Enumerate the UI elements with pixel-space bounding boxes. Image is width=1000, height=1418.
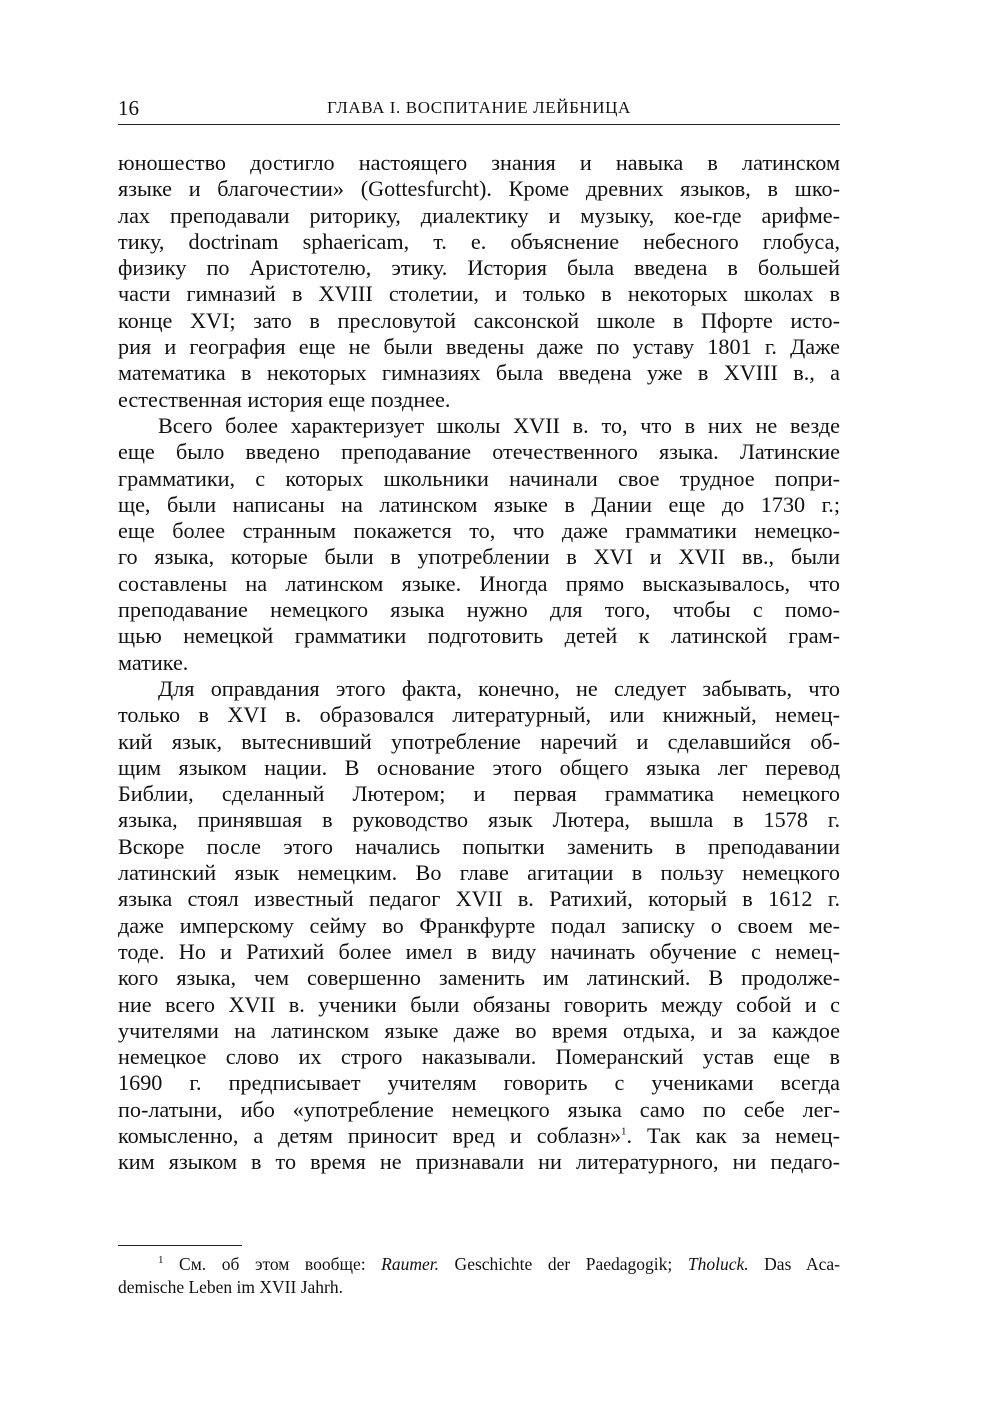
text-line: юношество достигло настоящего знания и навыка в латинском — [118, 150, 840, 175]
text-line: рия и география еще не были введены даже по уставу 1801 г. Даже — [118, 334, 840, 360]
footnote-text: Geschichte der Paedagogik; — [439, 1254, 688, 1274]
text-line: только в XVI в. образовался литературный, или книжный, немец- — [118, 702, 840, 728]
footnote-reference[interactable]: 1 — [621, 1125, 627, 1138]
text-line: 1690 г. предписывает учителям говорить с учениками всегда — [118, 1070, 840, 1096]
text-line: тику, doctrinam sphaericam, т. е. объяснение небесного глобуса, — [118, 228, 840, 254]
text-line: физику по Аристотелю, этику. История была введена в большей — [118, 255, 840, 281]
text-line: математика в некоторых гимназиях была введена уже в XVIII в., а — [118, 360, 840, 386]
text-line: тоде. Но и Ратихий более имел в виду начинать обучение с немец- — [118, 938, 840, 964]
text-line: Для оправдания этого факта, конечно, не следует забывать, что — [158, 675, 840, 701]
text-line: Всего более характеризует школы XVII в. то, что в них не везде — [158, 412, 840, 438]
footnote-marker: 1 — [158, 1254, 164, 1267]
text-line: языка стоял известный педагог XVII в. Ратихий, который в 1612 г. — [118, 886, 840, 912]
footnote-author: Raumer. — [381, 1254, 439, 1274]
text-line: щим языком нации. В основание этого общего языка лег перевод — [118, 754, 840, 780]
footnote-line — [118, 1253, 840, 1276]
text-line: щью немецкой грамматики подготовить детей к латинской грам- — [118, 623, 840, 649]
text-line: грамматики, с которых школьники начинали свое трудное попри- — [118, 465, 840, 491]
footnote-text: Das Aca- — [748, 1254, 840, 1274]
text-line: по-латыни, ибо «употребление немецкого языка само по себе лег- — [118, 1096, 840, 1122]
line-text: . Так как за немец- — [626, 1122, 840, 1148]
text-line: даже имперскому сейму во Франкфурте подал записку о своем ме- — [118, 912, 840, 938]
text-line: языке и благочестии» (Gottesfurcht). Кроме древних языков, в шко- — [118, 176, 840, 202]
text-line: естественная история еще позднее. — [118, 386, 451, 412]
text-line: кого языка, чем совершенно заменить им латинский. В продолже- — [118, 965, 840, 991]
text-line: части гимназий в XVIII столетии, и только в некоторых школах в — [118, 281, 840, 307]
text-line: лах преподавали риторику, диалектику и музыку, кое-где арифме- — [118, 202, 840, 228]
page-number: 16 — [118, 96, 139, 120]
text-line: Библии, сделанный Лютером; и первая грамматика немецкого — [118, 781, 840, 807]
text-line: конце XVI; зато в пресловутой саксонской школе в Пфорте исто- — [118, 307, 840, 333]
text-line: Вскоре после этого начались попытки заменить в преподавании — [118, 833, 840, 859]
text-line: еще было введено преподавание отечественного языка. Латинские — [118, 439, 840, 465]
chapter-title: ГЛАВА I. ВОСПИТАНИЕ ЛЕЙБНИЦА — [327, 98, 631, 117]
line-text: комысленно, а детям приносит вред и соблазн» — [118, 1122, 622, 1148]
footnotes — [118, 1253, 840, 1299]
footnote-divider — [118, 1245, 242, 1246]
text-line: кий язык, вытеснивший употребление наречий и сделавшийся об- — [118, 728, 840, 754]
text-line: го языка, которые были в употреблении в XVI и XVII вв., были — [118, 544, 840, 570]
text-line: составлены на латинском языке. Иногда прямо высказывалось, что — [118, 570, 840, 596]
text-line: ким языком в то время не признавали ни литературного, ни педаго- — [118, 1149, 840, 1175]
text-line: преподавание немецкого языка нужно для того, чтобы с помо- — [118, 597, 840, 623]
text-line: ще, были написаны на латинском языке в Дании еще до 1730 г.; — [118, 491, 840, 517]
footnote-line: demische Leben im XVII Jahrh. — [118, 1277, 343, 1297]
footnote-author: Tholuck. — [687, 1254, 749, 1274]
text-line: учителями на латинском языке даже во время отдыха, и за каждое — [118, 1017, 840, 1043]
text-line: латинский язык немецким. Во главе агитации в пользу немецкого — [118, 860, 840, 886]
text-line — [118, 1123, 840, 1149]
running-header — [118, 88, 840, 125]
footnote-text: См. об этом вообще: — [163, 1254, 382, 1274]
text-line: языка, принявшая в руководство язык Лютера, вышла в 1578 г. — [118, 807, 840, 833]
text-line: ние всего XVII в. ученики были обязаны говорить между собой и с — [118, 991, 840, 1017]
main-text — [118, 150, 840, 1176]
text-line: еще более странным покажется то, что даже грамматики немецко- — [118, 518, 840, 544]
text-line: немецкое слово их строго наказывали. Померанский устав еще в — [118, 1044, 840, 1070]
text-line: матике. — [118, 649, 189, 675]
